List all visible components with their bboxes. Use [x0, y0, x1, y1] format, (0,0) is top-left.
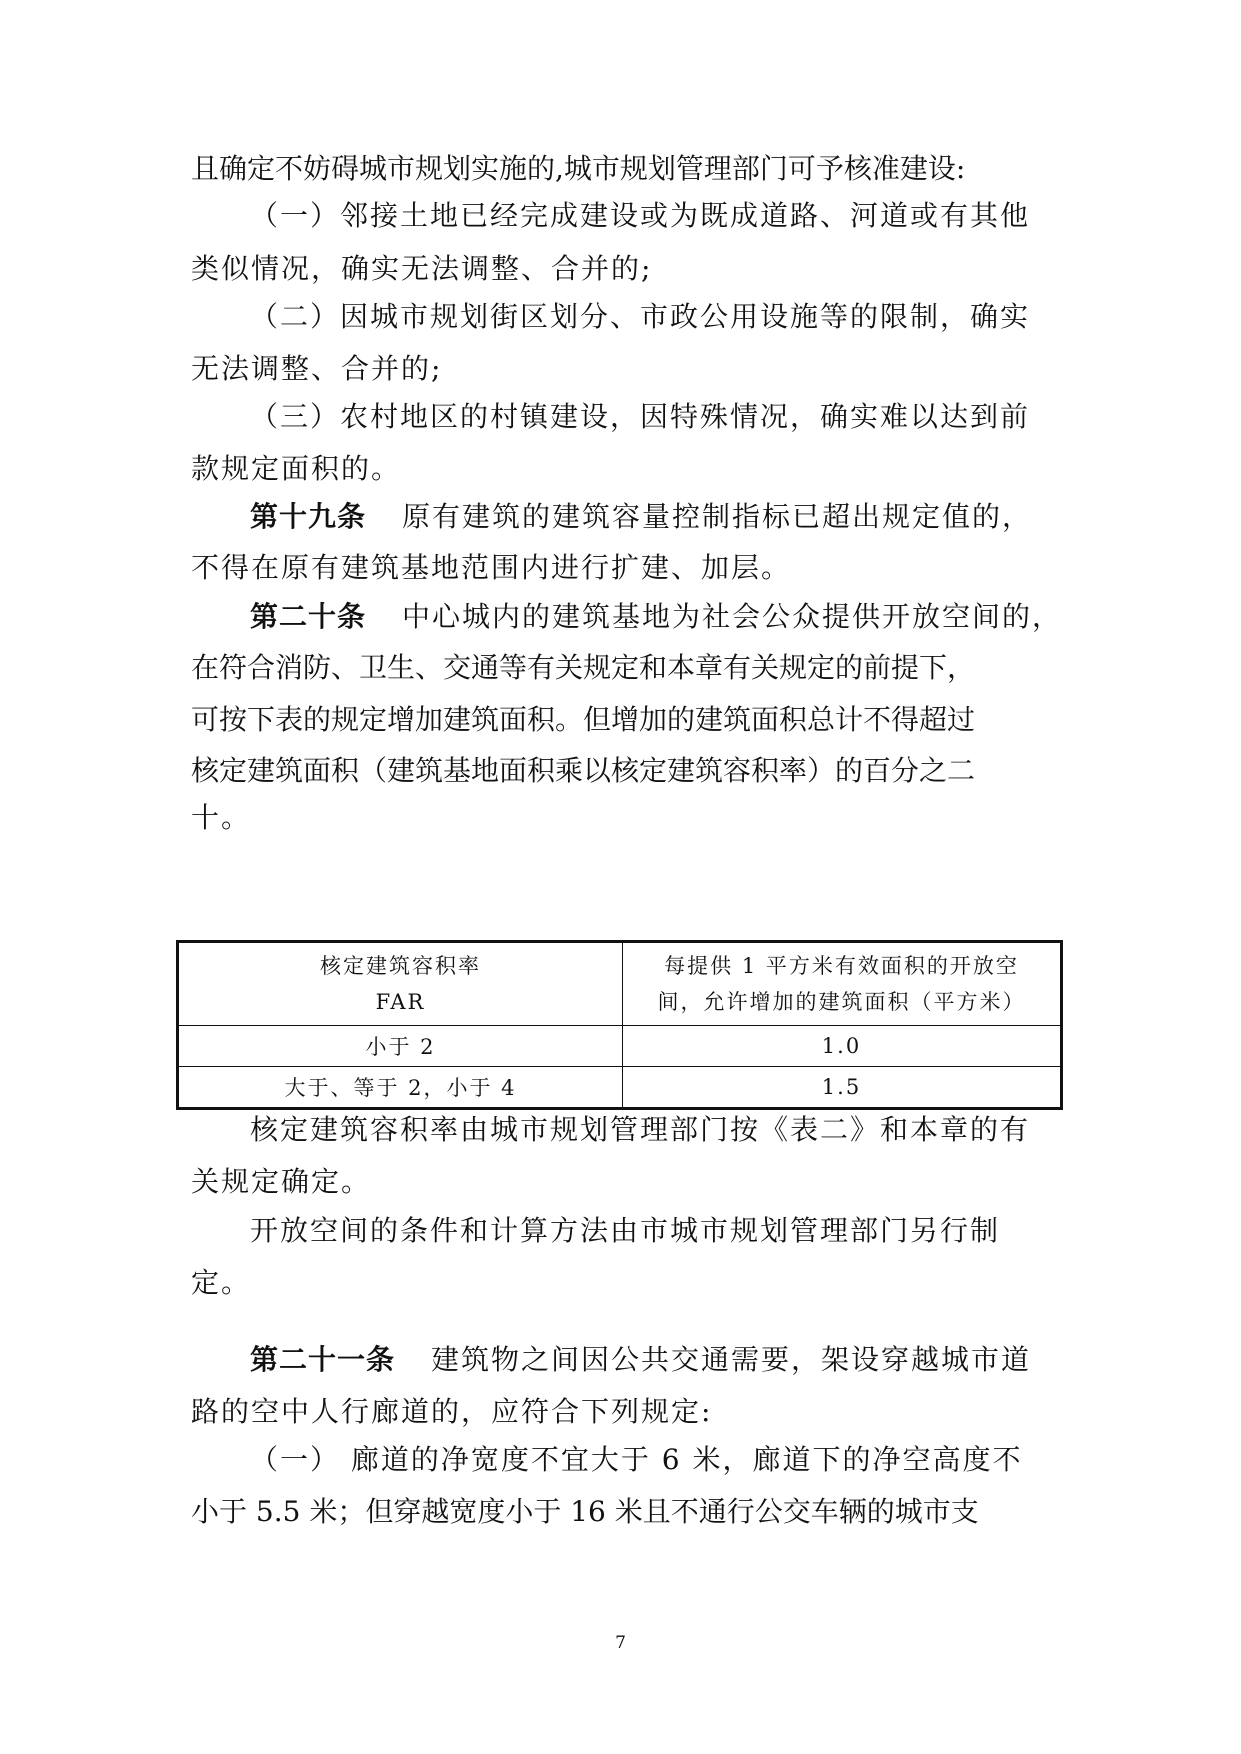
article-19-cont: 不得在原有建筑基地范围内进行扩建、加层。	[191, 551, 792, 584]
paragraph-line: 核定建筑容积率由城市规划管理部门按《表二》和本章的有	[250, 1113, 1031, 1146]
page-number: 7	[615, 1633, 626, 1653]
table-row	[178, 1026, 1062, 1067]
article-19-heading: 第十九条	[250, 500, 367, 533]
table-cell-area: 1.0	[623, 1026, 1062, 1067]
table-row	[178, 1067, 1062, 1109]
list-item-3: （三）农村地区的村镇建设，因特殊情况，确实难以达到前	[250, 400, 1031, 433]
table-cell-far: 小于 2	[178, 1026, 623, 1067]
table-cell-area: 1.5	[623, 1067, 1062, 1109]
article-21	[250, 1340, 1061, 1380]
list-item-1-cont: 类似情况，确实无法调整、合并的;	[191, 252, 653, 285]
article-20-heading: 第二十条	[250, 600, 367, 633]
table-header-area: 每提供 1 平方米有效面积的开放空 间，允许增加的建筑面积（平方米）	[623, 942, 1062, 1026]
list-item-3-cont: 款规定面积的。	[191, 452, 402, 485]
article-21-text: 建筑物之间因公共交通需要，架设穿越城市道	[431, 1343, 1032, 1376]
article-20-line: 十。	[191, 801, 252, 834]
list-item-1: （一）邻接土地已经完成建设或为既成道路、河道或有其他	[250, 199, 1031, 232]
article-19	[250, 497, 1061, 537]
list-item-2-cont: 无法调整、合并的;	[191, 352, 443, 385]
article-20	[250, 597, 1061, 637]
article-20-text: 中心城内的建筑基地为社会公众提供开放空间的，	[402, 600, 1063, 633]
article-19-text: 原有建筑的建筑容量控制指标已超出规定值的，	[402, 500, 1033, 533]
table-header-far: 核定建筑容积率 FAR	[178, 942, 623, 1026]
paragraph-line: 且确定不妨碍城市规划实施的,城市规划管理部门可予核准建设:	[191, 152, 966, 185]
table-cell-far: 大于、等于 2，小于 4	[178, 1067, 623, 1109]
table-header-row	[178, 942, 1062, 1026]
article-21-item-1: （一） 廊道的净宽度不宜大于 6 米，廊道下的净空高度不	[250, 1443, 1023, 1476]
far-table	[176, 940, 1063, 1110]
article-21-cont: 路的空中人行廊道的，应符合下列规定:	[191, 1395, 713, 1428]
list-item-2: （二）因城市规划街区划分、市政公用设施等的限制，确实	[250, 300, 1031, 333]
article-21-item-1-cont: 小于 5.5 米；但穿越宽度小于 16 米且不通行公交车辆的城市支	[191, 1495, 979, 1528]
article-20-line: 可按下表的规定增加建筑面积。但增加的建筑面积总计不得超过	[191, 703, 976, 736]
article-20-line: 在符合消防、卫生、交通等有关规定和本章有关规定的前提下，	[191, 651, 976, 684]
article-20-line: 核定建筑面积（建筑基地面积乘以核定建筑容积率）的百分之二	[191, 754, 976, 787]
paragraph-line: 开放空间的条件和计算方法由市城市规划管理部门另行制	[250, 1214, 1001, 1247]
paragraph-line: 关规定确定。	[191, 1165, 372, 1198]
paragraph-line: 定。	[191, 1266, 252, 1299]
article-21-heading: 第二十一条	[250, 1343, 396, 1376]
